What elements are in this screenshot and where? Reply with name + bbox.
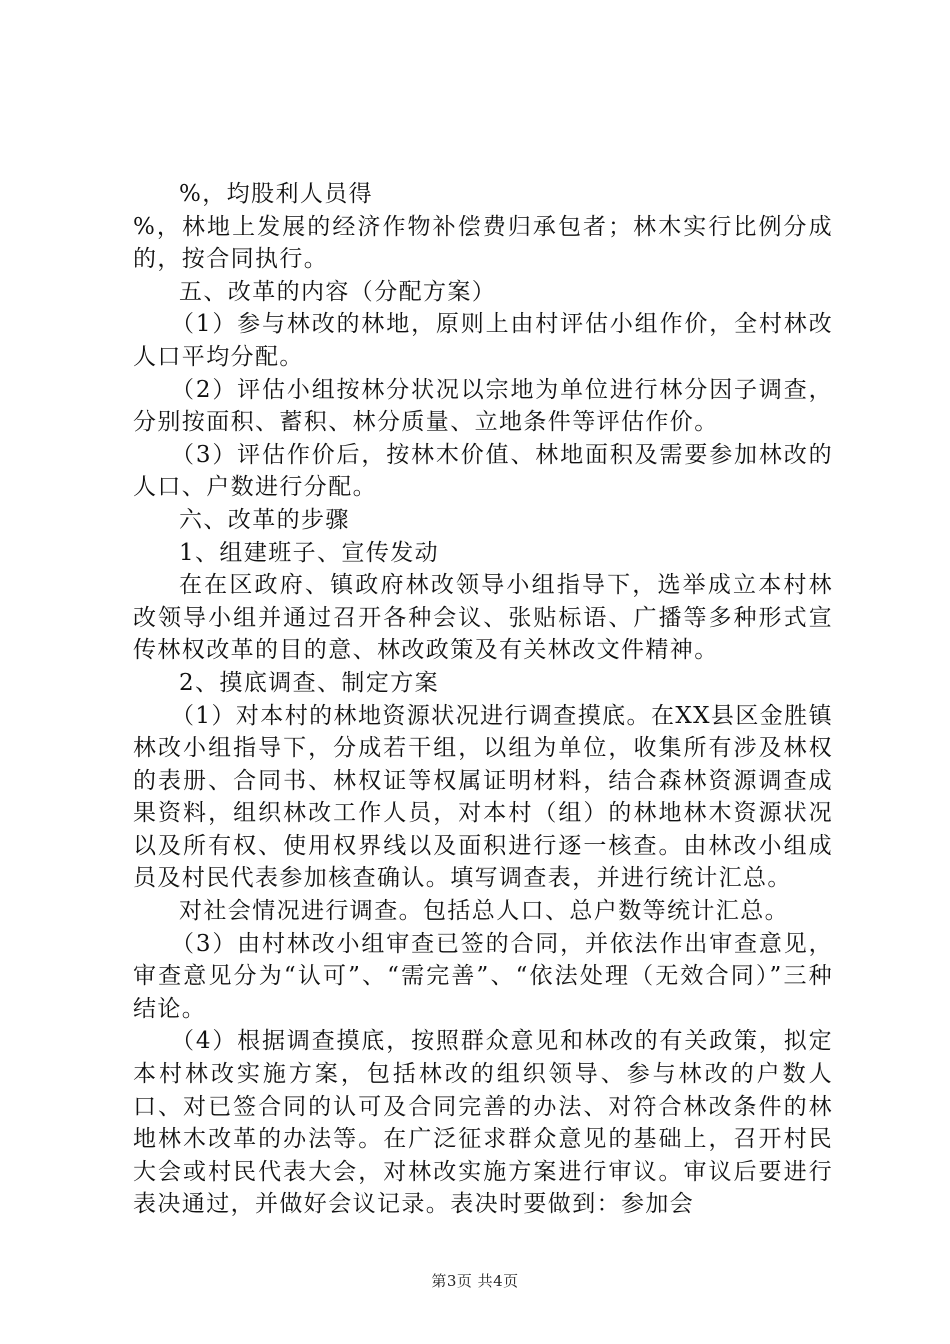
paragraph: （3）评估作价后，按林木价值、林地面积及需要参加林改的人口、户数进行分配。: [133, 441, 833, 501]
subsection-heading: 1、组建班子、宣传发动: [179, 539, 440, 566]
paragraph: 对社会情况进行调查。包括总人口、总户数等统计汇总。: [179, 898, 789, 925]
page-number: 第3页 共4页: [431, 1272, 519, 1290]
paragraph: 在在区政府、镇政府林改领导小组指导下，选举成立本村林改领导小组并通过召开各种会议、张贴标语、广播等多种形式宣传林权改革的目的意、林改政策及有关林改文件精神。: [133, 572, 833, 664]
paragraph: %，林地上发展的经济作物补偿费归承包者；林木实行比例分成的，按合同执行。: [133, 213, 833, 273]
document-body: [133, 178, 833, 1221]
paragraph: （4）根据调查摸底，按照群众意见和林改的有关政策，拟定本村林改实施方案，包括林改的组织领导、参与林改的户数人口、对已签合同的认可及合同完善的办法、对符合林改条件的林地林木改革的办法等。在广泛征求群众意见的基础上，召开村民大会或村民代表大会，对林改实施方案进行审议。审议后要进行表决通过，并做好会议记录。表决时要做到：参加会: [133, 1028, 833, 1218]
paragraph: （2）评估小组按林分状况以宗地为单位进行林分因子调查，分别按面积、蓄积、林分质量、立地条件等评估作价。: [133, 376, 833, 436]
section-heading: 五、改革的内容（分配方案）: [179, 278, 497, 305]
section-heading: 六、改革的步骤: [179, 506, 350, 533]
paragraph: （1）参与林改的林地，原则上由村评估小组作价，全村林改人口平均分配。: [133, 311, 833, 370]
subsection-heading: 2、摸底调查、制定方案: [179, 669, 440, 696]
paragraph: %，均股利人员得: [179, 181, 374, 207]
paragraph: （1）对本村的林地资源状况进行调查摸底。在XX县区金胜镇林改小组指导下，分成若干组，以组为单位，收集所有涉及林权的表册、合同书、林权证等权属证明材料，结合森林资源调查成果资料，组织林改工作人员，对本村（组）的林地林木资源状况以及所有权、使用权界线以及面积进行逐一核查。由林改小组成员及村民代表参加核查确认。填写调查表，并进行统计汇总。: [133, 702, 833, 892]
paragraph: （3）由村林改小组审查已签的合同，并依法作出审查意见，审查意见分为“认可”、“需完善”、“依法处理（无效合同）”三种结论。: [133, 930, 833, 1022]
